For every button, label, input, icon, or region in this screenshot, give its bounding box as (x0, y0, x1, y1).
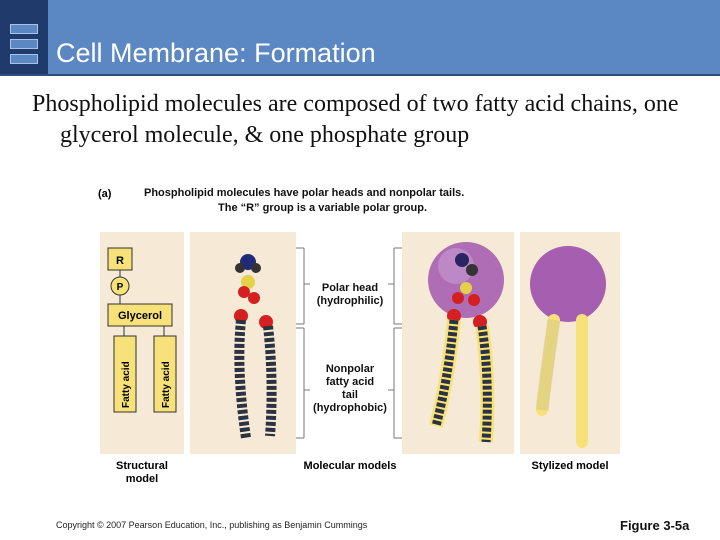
figure-reference: Figure 3-5a (620, 518, 690, 533)
polar-head-label: Polar head (321, 282, 379, 294)
structural-caption-line1: Structural (116, 460, 168, 472)
figure-heading-bold: Phospholipid molecules (144, 187, 271, 199)
structural-caption-line2: model (125, 473, 159, 485)
stylized-caption: Stylized model (531, 460, 609, 472)
title-underline (0, 74, 720, 76)
slide-title: Cell Membrane: Formation (56, 38, 376, 68)
slide-body-text: Phospholipid molecules are composed of two fatty acid chains, one glycerol molecule, & one phosphate group (32, 91, 679, 148)
polar-head-sublabel: (hydrophilic) (316, 295, 384, 307)
nonpolar-label-4: (hydrophobic) (313, 402, 387, 414)
molecular-caption: Molecular models (303, 460, 397, 472)
figure-heading-rest: have polar heads and nonpolar tails. (270, 187, 465, 199)
svg-text:Phospholipid molecules have po (144, 187, 464, 199)
r-group-label: R (116, 255, 124, 267)
figure-part-label: (a) (98, 188, 112, 200)
fatty-acid-label-1: Fatty acid (121, 361, 132, 408)
phospholipid-figure (96, 180, 636, 490)
fatty-acid-label-2: Fatty acid (161, 361, 172, 408)
slide-bars-icon (10, 24, 38, 66)
nonpolar-label-1: Nonpolar (325, 363, 375, 375)
copyright-text: Copyright © 2007 Pearson Education, Inc., publishing as Benjamin Cummings (56, 520, 368, 530)
phosphate-label: P (116, 282, 124, 293)
nonpolar-label-2: fatty acid (325, 376, 375, 388)
nonpolar-label-3: tail (342, 389, 358, 401)
figure-heading-line2: The “R” group is a variable polar group. (218, 202, 428, 214)
glycerol-label: Glycerol (117, 310, 163, 322)
